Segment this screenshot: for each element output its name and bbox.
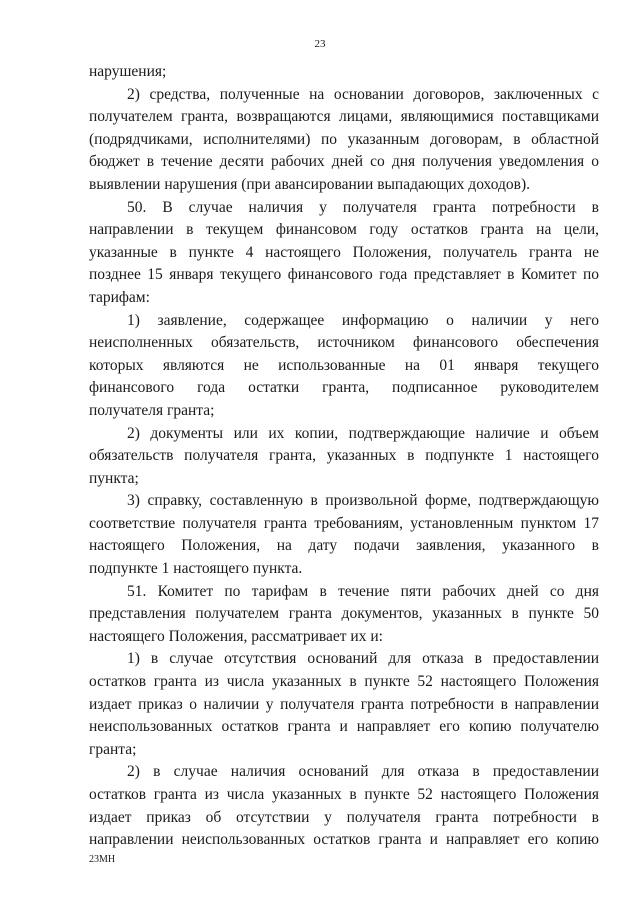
- text-line: тарифам:: [89, 288, 150, 306]
- text-line: гранта;: [89, 740, 137, 758]
- text-line: соответствие получателя гранта требованиям, установленным пунктом 17: [89, 514, 599, 532]
- text-line: бюджет в течение десяти рабочих дней со дня получения уведомления о: [89, 153, 599, 171]
- text-line: издает приказ об отсутствии у получателя гранта потребности в: [89, 808, 599, 826]
- text-line: остатков гранта из числа указанных в пункте 52 настоящего Положения: [89, 786, 599, 803]
- text-line: нарушения;: [89, 63, 167, 80]
- text-line: получателя гранта;: [89, 401, 215, 419]
- text-line: неиспользованных остатков гранта и направляет его копию получателю: [89, 718, 599, 736]
- text-line: (подрядчиками, исполнителями) по указанным договорам, в областной: [89, 130, 599, 148]
- text-line: издает приказ о наличии у получателя гранта потребности в направлении: [89, 695, 599, 713]
- text-line: 1) заявление, содержащее информацию о наличии у него: [127, 311, 599, 329]
- text-line: остатков гранта из числа указанных в пункте 52 настоящего Положения: [89, 673, 599, 691]
- text-line: 3) справку, составленную в произвольной форме, подтверждающую: [127, 492, 599, 510]
- text-line: 50. В случае наличия у получателя гранта потребности в: [127, 198, 599, 216]
- text-line: позднее 15 января текущего финансового года представляет в Комитет по: [89, 266, 599, 284]
- text-line: направлении неиспользованных остатков гранта и направляет его копию: [89, 831, 599, 849]
- text-line: финансового года остатки гранта, подписанное руководителем: [89, 379, 599, 397]
- text-line: получателем гранта, возвращаются лицами, являющимися поставщиками: [89, 108, 599, 126]
- text-line: настоящего Положения, на дату подачи заявления, указанного в: [89, 537, 599, 555]
- text-line: 2) средства, полученные на основании договоров, заключенных с: [127, 85, 599, 103]
- text-line: направлении в текущем финансовом году остатков гранта на цели,: [89, 221, 599, 239]
- text-line: 2) документы или их копии, подтверждающие наличие и объем: [127, 424, 599, 442]
- page-number: 23: [314, 38, 326, 50]
- text-line: 51. Комитет по тарифам в течение пяти рабочих дней со дня: [127, 582, 599, 600]
- body-text: [89, 61, 599, 852]
- text-line: подпункте 1 настоящего пункта.: [89, 560, 303, 578]
- text-line: выявлении нарушения (при авансировании выпадающих доходов).: [89, 175, 531, 193]
- text-line: представления получателем гранта документов, указанных в пункте 50: [89, 605, 599, 623]
- text-line: которых являются не использованные на 01 января текущего: [89, 356, 599, 374]
- text-line: неисполненных обязательств, источником финансового обеспечения: [89, 334, 599, 352]
- text-line: настоящего Положения, рассматривает их и:: [89, 627, 383, 645]
- text-line: 1) в случае отсутствия оснований для отказа в предоставлении: [127, 650, 599, 668]
- text-line: обязательств получателя гранта, указанных в подпункте 1 настоящего: [89, 447, 599, 465]
- footer-code: 23МН: [89, 854, 116, 865]
- text-line: 2) в случае наличия оснований для отказа в предоставлении: [127, 763, 599, 781]
- text-line: пункта;: [89, 469, 139, 487]
- text-line: указанные в пункте 4 настоящего Положения, получатель гранта не: [89, 243, 599, 261]
